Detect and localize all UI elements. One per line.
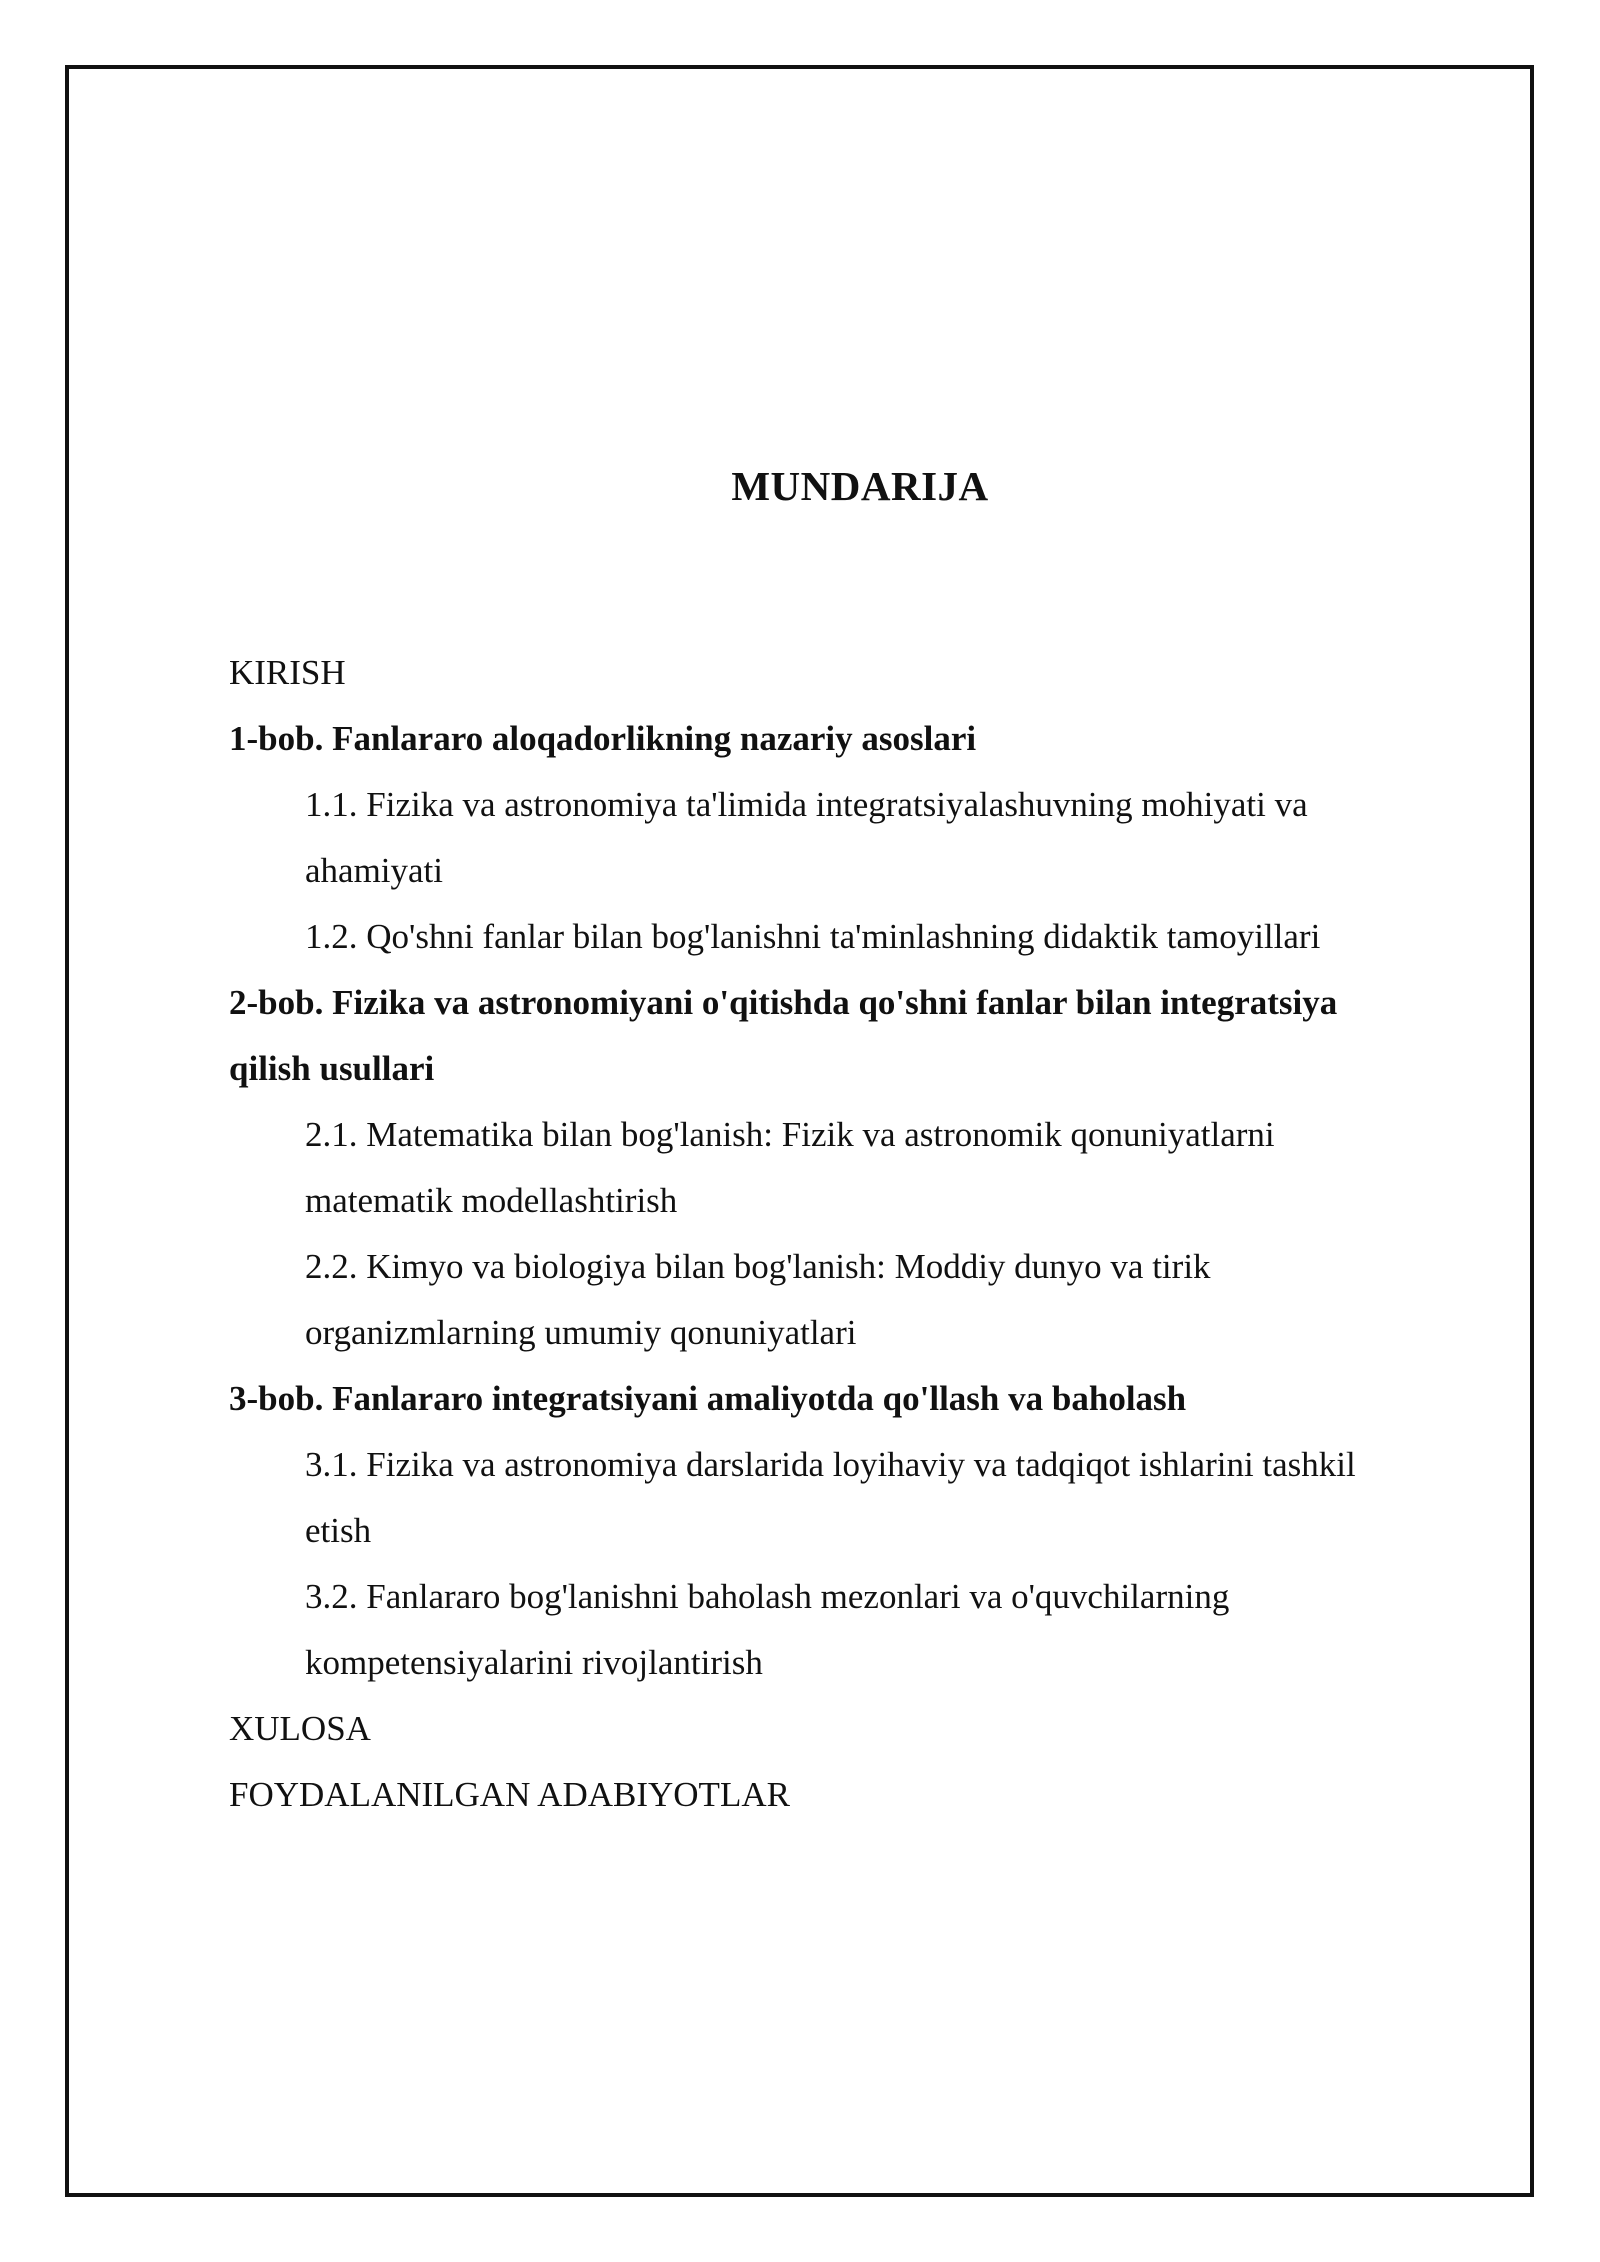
toc-entry-chapter-2[interactable] <box>229 970 1449 1102</box>
toc-entry-line: ahamiyati <box>305 851 444 890</box>
table-of-contents <box>229 640 1449 1828</box>
toc-entry-adabiyotlar[interactable] <box>229 1762 1449 1828</box>
toc-entry-line: 1.2. Qo'shni fanlar bilan bog'lanishni ta'minlashning didaktik tamoyillari <box>305 917 1321 956</box>
toc-entry-line: 1.1. Fizika va astronomiya ta'limida integratsiyalashuvning mohiyati va <box>305 785 1308 824</box>
toc-entry-kirish[interactable] <box>229 640 1449 706</box>
toc-entry-line: KIRISH <box>229 653 346 692</box>
toc-entry-section-1-1[interactable] <box>229 772 1449 904</box>
toc-entry-line: 3.1. Fizika va astronomiya darslarida loyihaviy va tadqiqot ishlarini tashkil <box>305 1445 1356 1484</box>
toc-entry-section-3-2[interactable] <box>229 1564 1449 1696</box>
toc-entry-line: 1-bob. Fanlararo aloqadorlikning nazariy asoslari <box>229 719 977 758</box>
toc-entry-line: kompetensiyalarini rivojlantirish <box>305 1643 763 1682</box>
toc-entry-chapter-1[interactable] <box>229 706 1449 772</box>
toc-entry-line: 2.1. Matematika bilan bog'lanish: Fizik va astronomik qonuniyatlarni <box>305 1115 1275 1154</box>
toc-entry-line: XULOSA <box>229 1709 371 1748</box>
toc-entry-xulosa[interactable] <box>229 1696 1449 1762</box>
toc-entry-section-2-1[interactable] <box>229 1102 1449 1234</box>
toc-entry-line: matematik modellashtirish <box>305 1181 678 1220</box>
toc-entry-section-2-2[interactable] <box>229 1234 1449 1366</box>
toc-entry-line: 3.2. Fanlararo bog'lanishni baholash mezonlari va o'quvchilarning <box>305 1577 1230 1616</box>
toc-entry-line: organizmlarning umumiy qonuniyatlari <box>305 1313 857 1352</box>
toc-entry-line: FOYDALANILGAN ADABIYOTLAR <box>229 1775 790 1814</box>
toc-entry-line: 2.2. Kimyo va biologiya bilan bog'lanish: Moddiy dunyo va tirik <box>305 1247 1211 1286</box>
toc-entry-line: 2-bob. Fizika va astronomiyani o'qitishda qo'shni fanlar bilan integratsiya <box>229 983 1338 1022</box>
page-title: MUNDARIJA <box>731 463 989 509</box>
toc-entry-chapter-3[interactable] <box>229 1366 1449 1432</box>
toc-entry-section-1-2[interactable] <box>229 904 1449 970</box>
toc-entry-line: etish <box>305 1511 372 1550</box>
toc-entry-section-3-1[interactable] <box>229 1432 1449 1564</box>
toc-entry-line: qilish usullari <box>229 1049 435 1088</box>
toc-entry-line: 3-bob. Fanlararo integratsiyani amaliyotda qo'llash va baholash <box>229 1379 1187 1418</box>
